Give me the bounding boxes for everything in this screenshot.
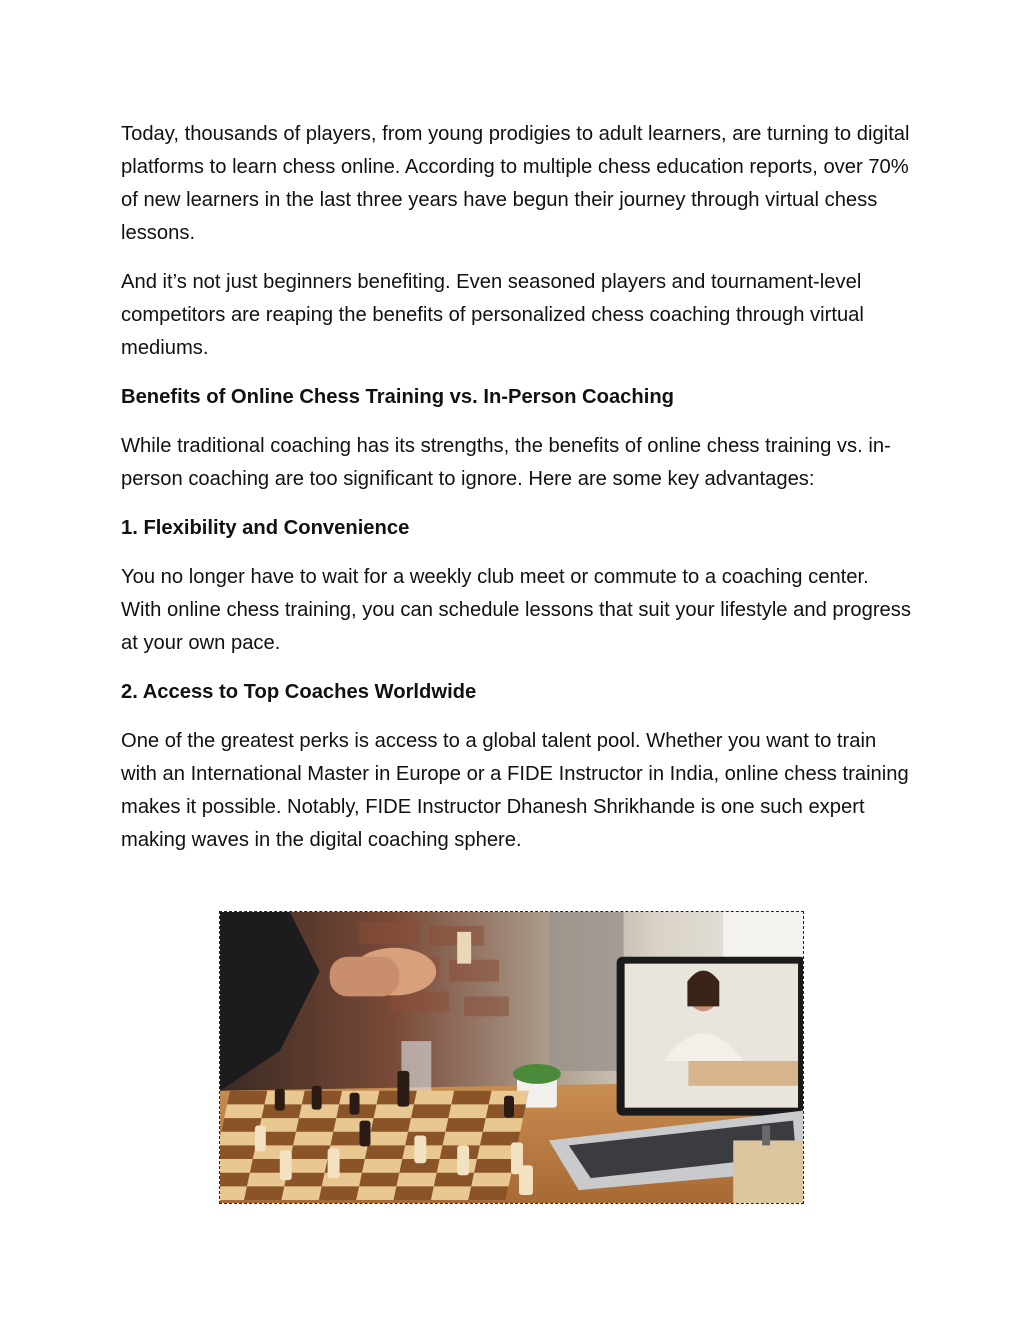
heading-benefits: Benefits of Online Chess Training vs. In-Person Coaching	[121, 386, 675, 408]
paragraph-access: One of the greatest perks is access to a global talent pool. Whether you want to train with an International Master in Europe or a FIDE Instructor in India, online chess training makes it possible. Notably, FIDE Instructor Dhanesh Shrikhande is one such expert making waves in the digital coaching sphere.	[121, 730, 909, 851]
paragraph-flexibility: You no longer have to wait for a weekly club meet or commute to a coaching center. With online chess training, you can schedule lessons that suit your lifestyle and progress at your own pace.	[121, 566, 911, 654]
photo-illustration	[220, 912, 803, 1203]
heading-flexibility: 1. Flexibility and Convenience	[121, 517, 410, 539]
paragraph-beginners: And it’s not just beginners benefiting. Even seasoned players and tournament-level competitors are reaping the benefits of personalized chess coaching through virtual mediums.	[121, 271, 864, 359]
paragraph-intro: Today, thousands of players, from young prodigies to adult learners, are turning to digital platforms to learn chess online. According to multiple chess education reports, over 70% of new learners in the last three years have begun their journey through virtual chess lessons.	[121, 123, 910, 244]
document-body	[121, 118, 911, 873]
paragraph-benefits-intro: While traditional coaching has its strengths, the benefits of online chess training vs. in-person coaching are too significant to ignore. Here are some key advantages:	[121, 435, 891, 490]
chess-lesson-photo	[219, 911, 804, 1204]
heading-access: 2. Access to Top Coaches Worldwide	[121, 681, 477, 703]
